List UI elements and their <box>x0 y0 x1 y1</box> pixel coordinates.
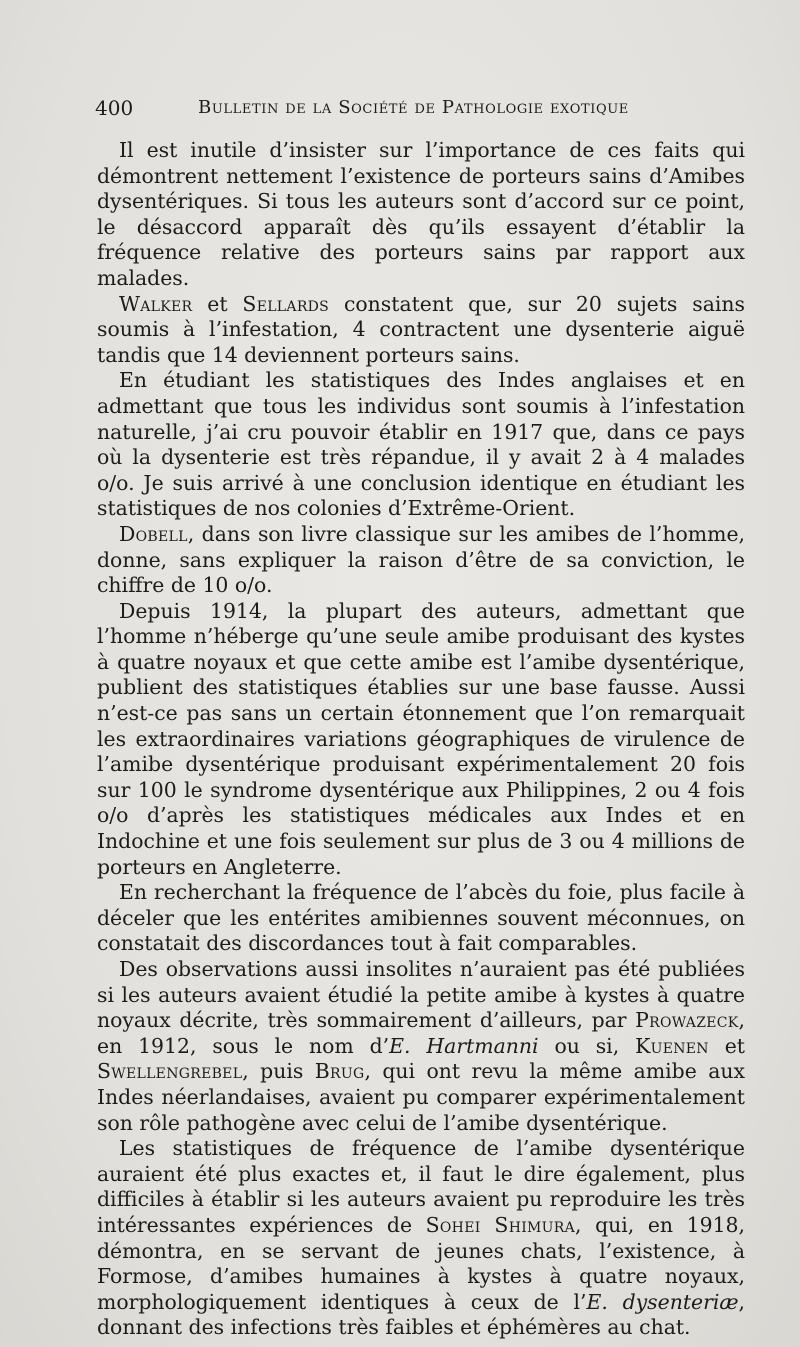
text-run: Des observations aussi insolites n’auraient pas été publiées si les auteurs avaient étudié la petite amibe à kystes à quatre noyaux décrite, très sommairement d’ailleurs, par <box>97 957 745 1033</box>
text-run: et <box>192 291 243 316</box>
author-name: Sellards <box>242 291 330 316</box>
author-name: Sohei Shimura <box>425 1212 576 1237</box>
text-run: En recherchant la fréquence de l’abcès du foie, plus facile à déceler que les entérites amibiennes souvent méconnues, on constatait des discordances tout à fait comparables. <box>97 880 745 956</box>
paragraph <box>97 522 745 599</box>
paragraph <box>97 1136 745 1341</box>
text-run: En étudiant les statistiques des Indes anglaises et en admettant que tous les individus sont soumis à l’infestation naturelle, j’ai cru pouvoir établir en 1917 que, dans ce pays où la dysenterie est très répandue, il y avait 2 à 4 malades o/o. Je suis arrivé à une conclusion identique en étudiant les statistiques de nos colonies d’Extrême-Orient. <box>97 368 745 521</box>
species-name: E. Hartmanni <box>389 1033 539 1058</box>
text-run: Depuis 1914, la plupart des auteurs, admettant que l’homme n’héberge qu’une seule amibe produisant des kystes à quatre noyaux et que cette amibe est l’amibe dysentérique, publient des statistiques établies sur une base fausse. Aussi n’est-ce pas sans un certain étonnement que l’on remarquait les extraordinaires variations géographiques de virulence de l’amibe dysentérique produisant expérimentalement 20 fois sur 100 le syndrome dysentérique aux Philippines, 2 ou 4 fois o/o d’après les statistiques médicales aux Indes et en Indochine et une fois seulement sur plus de 3 ou 4 millions de porteurs en Angleterre. <box>97 598 745 879</box>
paragraph <box>97 957 745 1136</box>
author-name: Brug <box>314 1059 365 1084</box>
text-run: , dans son livre classique sur les amibes de l’homme, donne, sans expliquer la raison d’être de sa conviction, le chiffre de 10 o/o. <box>97 521 745 598</box>
paragraph <box>97 368 745 522</box>
text-run: Les statistiques de fréquence de l’amibe dysentérique auraient été plus exactes et, il faut le dire également, plus difficiles à établir si les auteurs avaient pu reproduire les très intéressantes expériences de <box>97 1136 745 1237</box>
text-run: , donnant des infections très faibles et éphémères au chat. <box>97 1289 746 1340</box>
running-header <box>95 96 745 126</box>
author-name: Swellengrebel <box>97 1059 243 1084</box>
species-name: E. dysenteriæ <box>586 1289 739 1314</box>
text-run: et <box>708 1033 745 1058</box>
running-title: Bulletin de la Société de Pathologie exotique <box>198 97 629 118</box>
page-number: 400 <box>95 96 134 120</box>
body-text <box>97 138 745 1341</box>
author-name: Walker <box>119 291 193 316</box>
author-name: Kuenen <box>635 1033 709 1058</box>
author-name: Dobell <box>119 521 188 546</box>
text-run: ou si, <box>538 1033 636 1058</box>
paragraph <box>97 292 745 369</box>
text-run: Il est inutile d’insister sur l’importance de ces faits qui démontrent nettement l’existence de porteurs sains d’Amibes dysentériques. Si tous les auteurs sont d’accord sur ce point, le désaccord apparaît dès qu’ils essayent d’établir la fréquence relative des porteurs sains par rapport aux malades. <box>97 138 745 290</box>
text-run: constatent que, sur 20 sujets sains soumis à l’infestation, 4 contractent une dysenterie aiguë tandis que 14 deviennent porteurs sains. <box>97 291 745 367</box>
text-run: , qui, en 1918, démontra, en se servant de jeunes chats, l’existence, à Formose, d’amibes humaines à kystes à quatre noyaux, morphologiquement identiques à ceux de l’ <box>97 1212 746 1314</box>
paragraph <box>97 599 745 881</box>
paragraph <box>97 138 745 292</box>
text-run: , puis <box>242 1059 315 1084</box>
author-name: Prowazeck <box>635 1008 739 1033</box>
paragraph <box>97 880 745 957</box>
text-run: , qui ont revu la même amibe aux Indes néerlandaises, avaient pu comparer expérimentalement son rôle pathogène avec celui de l’amibe dysentérique. <box>97 1059 745 1135</box>
text-run: , en 1912, sous le nom d’ <box>97 1008 745 1058</box>
